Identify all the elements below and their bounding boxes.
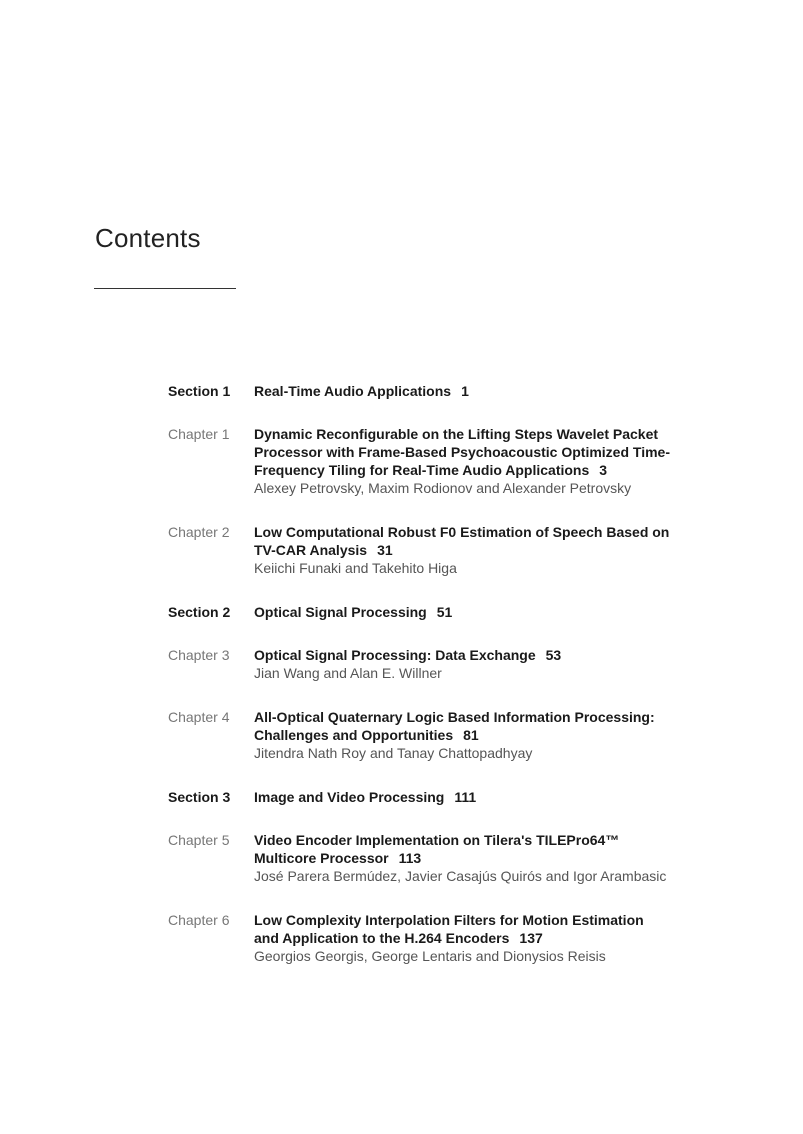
toc-body bbox=[254, 523, 704, 577]
chapter-title bbox=[254, 425, 704, 479]
title-line: Challenges and Opportunities bbox=[254, 727, 454, 743]
page-number: 51 bbox=[436, 604, 453, 620]
title-line: Optical Signal Processing bbox=[254, 604, 427, 620]
toc-body bbox=[254, 911, 704, 965]
chapter-title bbox=[254, 831, 704, 867]
title-line: and Application to the H.264 Encoders bbox=[254, 930, 510, 946]
page-number: 113 bbox=[398, 850, 422, 866]
chapter-authors: Jian Wang and Alan E. Willner bbox=[254, 665, 442, 681]
page-number: 137 bbox=[519, 930, 543, 946]
chapter-authors: José Parera Bermúdez, Javier Casajús Quirós and Igor Arambasic bbox=[254, 868, 667, 884]
section-number: Section 1 bbox=[168, 383, 231, 399]
chapter-authors: Alexey Petrovsky, Maxim Rodionov and Alexander Petrovsky bbox=[254, 480, 632, 496]
section-number: Section 3 bbox=[168, 789, 231, 805]
section-title bbox=[254, 603, 704, 621]
toc-body bbox=[254, 646, 704, 682]
title-line: TV-CAR Analysis bbox=[254, 542, 368, 558]
chapter-title bbox=[254, 523, 704, 559]
chapter-authors: Jitendra Nath Roy and Tanay Chattopadhyay bbox=[254, 745, 533, 761]
page-number: 31 bbox=[377, 542, 393, 558]
page-number: 1 bbox=[461, 383, 469, 399]
chapter-number: Chapter 3 bbox=[168, 647, 230, 663]
chapter-title bbox=[254, 911, 704, 947]
section-number: Section 2 bbox=[168, 604, 231, 620]
toc-body bbox=[254, 788, 704, 806]
title-line: Dynamic Reconfigurable on the Lifting Steps Wavelet Packet bbox=[254, 426, 659, 442]
title-line: Optical Signal Processing: Data Exchange bbox=[254, 647, 536, 663]
page-title: Contents bbox=[95, 223, 201, 253]
chapter-authors: Keiichi Funaki and Takehito Higa bbox=[254, 560, 457, 576]
title-underline bbox=[94, 288, 236, 289]
title-line: Multicore Processor bbox=[254, 850, 389, 866]
title-line: Processor with Frame-Based Psychoacoustic Optimized Time- bbox=[254, 444, 670, 460]
page-number: 81 bbox=[463, 727, 479, 743]
section-title bbox=[254, 788, 704, 806]
chapter-authors: Georgios Georgis, George Lentaris and Dionysios Reisis bbox=[254, 948, 606, 964]
toc-body bbox=[254, 708, 704, 762]
page-number: 111 bbox=[454, 789, 477, 805]
chapter-number: Chapter 2 bbox=[168, 524, 230, 540]
chapter-number: Chapter 4 bbox=[168, 709, 230, 725]
title-line: Real-Time Audio Applications bbox=[254, 383, 452, 399]
title-line: Low Computational Robust F0 Estimation of Speech Based on bbox=[254, 524, 670, 540]
title-line: Low Complexity Interpolation Filters for Motion Estimation bbox=[254, 912, 644, 928]
toc-body bbox=[254, 603, 704, 621]
toc-body bbox=[254, 831, 704, 885]
title-line: All-Optical Quaternary Logic Based Information Processing: bbox=[254, 709, 655, 725]
page-number: 53 bbox=[545, 647, 562, 663]
chapter-number: Chapter 1 bbox=[168, 426, 230, 442]
title-line: Video Encoder Implementation on Tilera's TILEPro64™ bbox=[254, 832, 620, 848]
chapter-number: Chapter 5 bbox=[168, 832, 230, 848]
chapter-number: Chapter 6 bbox=[168, 912, 230, 928]
title-line: Image and Video Processing bbox=[254, 789, 445, 805]
section-title bbox=[254, 382, 704, 400]
chapter-title bbox=[254, 708, 704, 744]
chapter-title bbox=[254, 646, 704, 664]
title-line: Frequency Tiling for Real-Time Audio Applications bbox=[254, 462, 590, 478]
toc-body bbox=[254, 425, 704, 497]
toc-body bbox=[254, 382, 704, 400]
page-number: 3 bbox=[599, 462, 608, 478]
